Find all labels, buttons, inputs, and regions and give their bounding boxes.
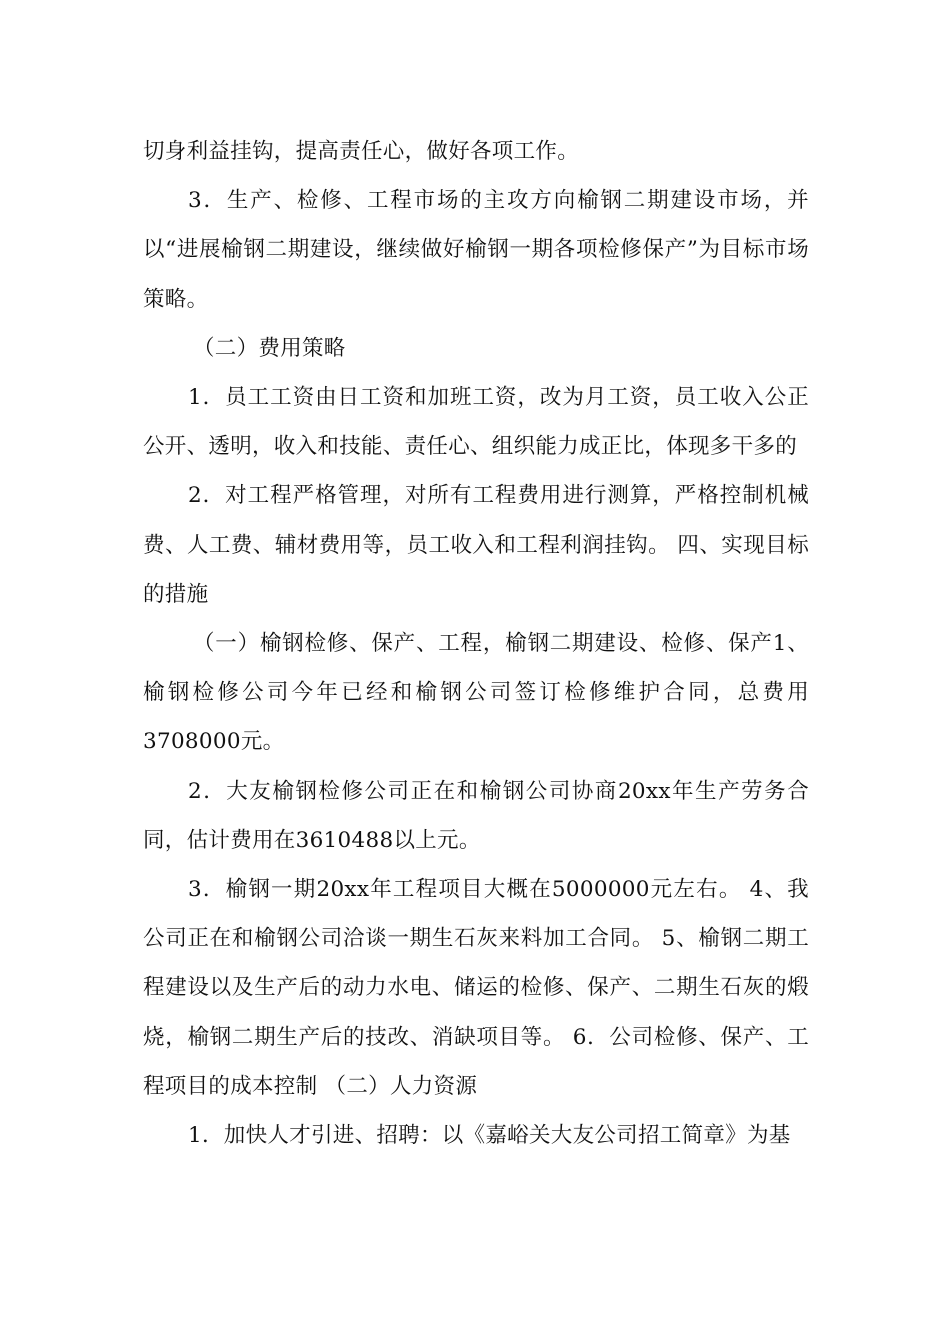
- paragraph-9: 1．加快人才引进、招聘：以《嘉峪关大友公司招工简章》为基: [188, 1123, 791, 1149]
- paragraph-2: 3．生产、检修、工程市场的主攻方向榆钢二期建设市场，并以“进展榆钢二期建设，继续做好榆钢一期各项检修保产”为目标市场策略。: [143, 188, 809, 312]
- document-body: [143, 127, 809, 1160]
- paragraph-7: 2．大友榆钢检修公司正在和榆钢公司协商20xx年生产劳务合同，估计费用在3610488以上元。: [143, 778, 809, 853]
- paragraph-4: 1．员工工资由日工资和加班工资，改为月工资，员工收入公正公开、透明，收入和技能、责任心、组织能力成正比，体现多干多的: [143, 385, 809, 460]
- paragraph-8: 3．榆钢一期20xx年工程项目大概在5000000元左右。 4、我公司正在和榆钢公司洽谈一期生石灰来料加工合同。 5、榆钢二期工程建设以及生产后的动力水电、储运的检修、保产、二期生石灰的煅烧，榆钢二期生产后的技改、消缺项目等。 6．公司检修、保产、工程项目的成本控制 （二）人力资源: [143, 877, 809, 1099]
- paragraph-1: 切身利益挂钩，提高责任心，做好各项工作。: [143, 139, 580, 164]
- paragraph-6: （一）榆钢检修、保产、工程，榆钢二期建设、检修、保产1、榆钢检修公司今年已经和榆钢公司签订检修维护合同，总费用3708000元。: [143, 631, 809, 755]
- section-heading-expense-strategy: （二）费用策略: [193, 335, 346, 361]
- paragraph-5: 2．对工程严格管理，对所有工程费用进行测算，严格控制机械费、人工费、辅材费用等，员工收入和工程利润挂钩。 四、实现目标的措施: [143, 483, 809, 607]
